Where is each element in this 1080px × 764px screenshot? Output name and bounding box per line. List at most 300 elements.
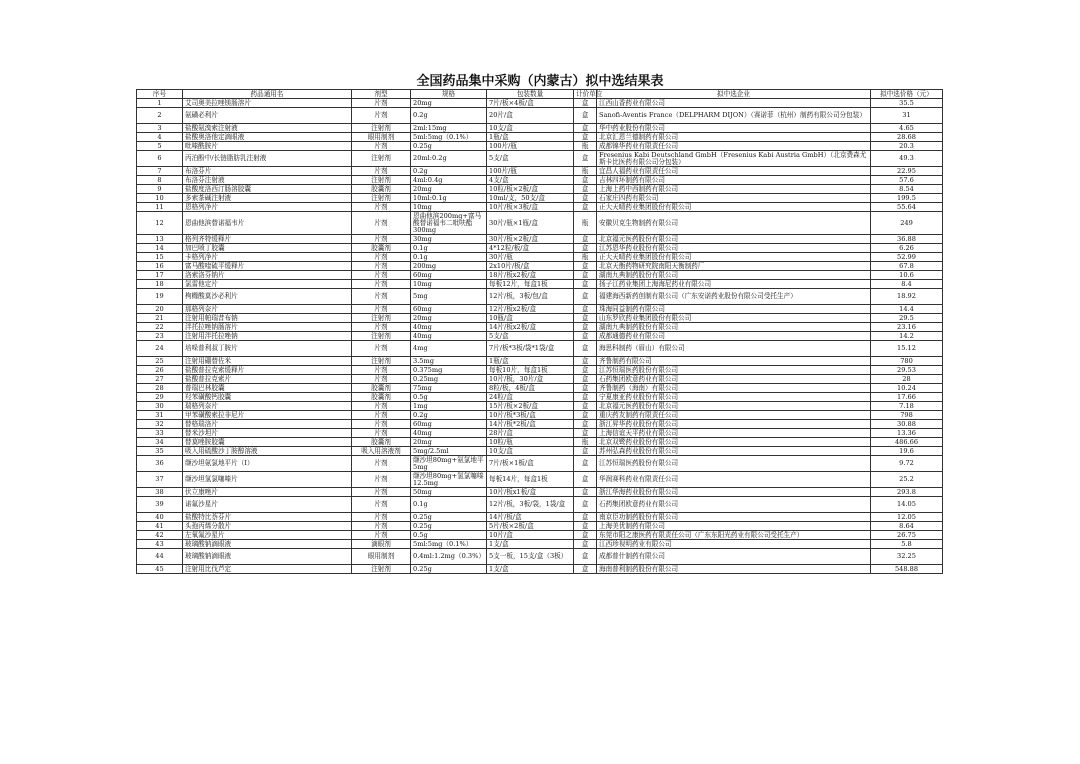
- table-row: [137, 305, 943, 314]
- cell-unit: 盒: [574, 289, 597, 305]
- table-row: [137, 271, 943, 280]
- table-row: [137, 185, 943, 194]
- cell-drug-name: 多索茶碱注射液: [183, 194, 352, 203]
- cell-dosage-form: 片剂: [352, 513, 411, 522]
- cell-package: 10片/板×3板/盒: [487, 203, 574, 212]
- cell-dosage-form: 片剂: [352, 167, 411, 176]
- cell-package: 10支/盒: [487, 447, 574, 456]
- cell-spec: 4ml:0.4g: [411, 176, 487, 185]
- cell-package: 1支/盒: [487, 540, 574, 549]
- cell-spec: 0.25g: [411, 513, 487, 522]
- cell-index: 45: [137, 565, 183, 574]
- cell-price: 67.8: [871, 262, 943, 271]
- cell-unit: 盒: [574, 99, 597, 108]
- cell-spec: 0.5g: [411, 393, 487, 402]
- cell-unit: 盒: [574, 244, 597, 253]
- cell-drug-name: 丙泊酚中/长链脂肪乳注射液: [183, 151, 352, 167]
- cell-index: 3: [137, 124, 183, 133]
- table-row: [137, 565, 943, 574]
- cell-company: 浙江昇华药业股份有限公司: [597, 420, 871, 429]
- cell-company: 北京福元医药股份有限公司: [597, 402, 871, 411]
- cell-spec: 60mg: [411, 420, 487, 429]
- cell-index: 16: [137, 262, 183, 271]
- cell-company: 山东罗欣药业集团股份有限公司: [597, 314, 871, 323]
- cell-index: 22: [137, 323, 183, 332]
- cell-unit: 盒: [574, 280, 597, 289]
- cell-index: 40: [137, 513, 183, 522]
- cell-drug-name: 诺氟沙星片: [183, 497, 352, 513]
- cell-unit: 盒: [574, 323, 597, 332]
- cell-index: 36: [137, 456, 183, 472]
- cell-dosage-form: 注射剂: [352, 124, 411, 133]
- cell-unit: 盒: [574, 472, 597, 488]
- header-spec: 规格: [411, 90, 487, 99]
- cell-unit: 瓶: [574, 212, 597, 235]
- cell-drug-name: 盐酸普拉克索片: [183, 375, 352, 384]
- cell-package: 10片/盒: [487, 531, 574, 540]
- cell-spec: 30mg: [411, 235, 487, 244]
- cell-company: 上海上药中西制药有限公司: [597, 185, 871, 194]
- cell-package: 30片/瓶: [487, 253, 574, 262]
- cell-dosage-form: 注射剂: [352, 565, 411, 574]
- cell-dosage-form: 胶囊剂: [352, 384, 411, 393]
- cell-dosage-form: 片剂: [352, 253, 411, 262]
- cell-company: 江苏恒瑞医药股份有限公司: [597, 366, 871, 375]
- cell-spec: 40mg: [411, 323, 487, 332]
- cell-index: 1: [137, 99, 183, 108]
- cell-spec: 0.25g: [411, 142, 487, 151]
- cell-unit: 盒: [574, 375, 597, 384]
- cell-drug-name: 艾司奥美拉唑镁肠溶片: [183, 99, 352, 108]
- cell-drug-name: 盐酸氨溴索注射液: [183, 124, 352, 133]
- table-row: [137, 262, 943, 271]
- cell-company: 重庆药友制药有限责任公司: [597, 411, 871, 420]
- cell-spec: 20mg: [411, 438, 487, 447]
- cell-drug-name: 替格瑞洛片: [183, 420, 352, 429]
- cell-dosage-form: 片剂: [352, 280, 411, 289]
- cell-package: 10片/板，30片/盒: [487, 375, 574, 384]
- cell-spec: 75mg: [411, 384, 487, 393]
- cell-package: 10ml/支，50支/盒: [487, 194, 574, 203]
- cell-dosage-form: 片剂: [352, 472, 411, 488]
- cell-company: 江苏恩华药业股份有限公司: [597, 244, 871, 253]
- cell-unit: 盒: [574, 332, 597, 341]
- cell-unit: 盒: [574, 194, 597, 203]
- cell-unit: 盒: [574, 522, 597, 531]
- header-drug-name: 药品通用名: [183, 90, 352, 99]
- cell-price: 14.05: [871, 497, 943, 513]
- table-row: [137, 384, 943, 393]
- cell-company: 北京天衡药物研究院南阳天衡制药厂: [597, 262, 871, 271]
- cell-price: 28: [871, 375, 943, 384]
- cell-package: 10片/板x1板/盒: [487, 488, 574, 497]
- cell-package: 12片/板，3板/袋，1袋/盒: [487, 497, 574, 513]
- cell-package: 1瓶/盒: [487, 357, 574, 366]
- cell-spec: 0.1g: [411, 244, 487, 253]
- table-row: [137, 124, 943, 133]
- cell-drug-name: 头孢丙烯分散片: [183, 522, 352, 531]
- cell-dosage-form: 眼用制剂: [352, 549, 411, 565]
- cell-company: 正大天晴药业集团股份有限公司: [597, 203, 871, 212]
- cell-index: 25: [137, 357, 183, 366]
- cell-index: 44: [137, 549, 183, 565]
- cell-spec: 200mg: [411, 262, 487, 271]
- cell-spec: 5ml:5mg（0.1%）: [411, 540, 487, 549]
- cell-company: 齐鲁制药（海南）有限公司: [597, 384, 871, 393]
- header-company: 拟中选企业: [597, 90, 871, 99]
- cell-spec: 5ml:5mg（0.1%）: [411, 133, 487, 142]
- cell-price: 57.6: [871, 176, 943, 185]
- cell-package: 5片/板×2板/盒: [487, 522, 574, 531]
- cell-company: 成都普什制药有限公司: [597, 549, 871, 565]
- cell-dosage-form: 片剂: [352, 456, 411, 472]
- header-unit: 计价单位: [574, 90, 597, 99]
- cell-drug-name: 那格列奈片: [183, 305, 352, 314]
- cell-drug-name: 替莫唑胺胶囊: [183, 438, 352, 447]
- cell-unit: 盒: [574, 133, 597, 142]
- cell-company: 石药集团欧意药业有限公司: [597, 497, 871, 513]
- header-package: 包装数量: [487, 90, 574, 99]
- cell-company: 宜昌人福药业有限责任公司: [597, 167, 871, 176]
- cell-unit: 盒: [574, 305, 597, 314]
- cell-dosage-form: 片剂: [352, 323, 411, 332]
- cell-package: 4*12粒/板/盒: [487, 244, 574, 253]
- cell-company: 北京福元医药股份有限公司: [597, 235, 871, 244]
- cell-price: 20.3: [871, 142, 943, 151]
- cell-price: 22.95: [871, 167, 943, 176]
- cell-price: 36.88: [871, 235, 943, 244]
- cell-company: 湖南九典制药股份有限公司: [597, 271, 871, 280]
- cell-drug-name: 注射用比伐芦定: [183, 565, 352, 574]
- cell-index: 7: [137, 167, 183, 176]
- cell-dosage-form: 片剂: [352, 271, 411, 280]
- cell-spec: 0.4ml:1.2mg（0.3%）: [411, 549, 487, 565]
- cell-company: 扬子江药业集团上海海尼药业有限公司: [597, 280, 871, 289]
- cell-price: 10.24: [871, 384, 943, 393]
- cell-drug-name: 吸入用硫酸沙丁胺醇溶液: [183, 447, 352, 456]
- page-title: 全国药品集中采购（内蒙古）拟中选结果表: [416, 74, 664, 89]
- cell-package: 5支一板，15支/盒（3板）: [487, 549, 574, 565]
- cell-package: 14片/板/盒: [487, 513, 574, 522]
- cell-drug-name: 布洛芬片: [183, 167, 352, 176]
- cell-unit: 盒: [574, 540, 597, 549]
- cell-price: 29.53: [871, 366, 943, 375]
- table-row: [137, 456, 943, 472]
- cell-price: 7.18: [871, 402, 943, 411]
- table-row: [137, 420, 943, 429]
- cell-package: 100片/瓶: [487, 167, 574, 176]
- cell-spec: 0.2g: [411, 167, 487, 176]
- cell-index: 5: [137, 142, 183, 151]
- cell-package: 1瓶/盒: [487, 133, 574, 142]
- cell-index: 18: [137, 280, 183, 289]
- table-row: [137, 212, 943, 235]
- cell-spec: 0.25g: [411, 522, 487, 531]
- table-row: [137, 393, 943, 402]
- cell-dosage-form: 胶囊剂: [352, 185, 411, 194]
- cell-price: 15.12: [871, 341, 943, 357]
- table-row: [137, 341, 943, 357]
- cell-dosage-form: 注射剂: [352, 176, 411, 185]
- header-dosage-form: 剂型: [352, 90, 411, 99]
- cell-unit: 瓶: [574, 167, 597, 176]
- cell-price: 52.99: [871, 253, 943, 262]
- cell-drug-name: 卡格列净片: [183, 253, 352, 262]
- cell-index: 39: [137, 497, 183, 513]
- cell-unit: 盒: [574, 531, 597, 540]
- cell-package: 14片/板*2板/盒: [487, 420, 574, 429]
- cell-spec: 0.2g: [411, 108, 487, 124]
- cell-package: 10支/盒: [487, 124, 574, 133]
- cell-dosage-form: 片剂: [352, 375, 411, 384]
- cell-package: 5支/盒: [487, 332, 574, 341]
- cell-drug-name: 盐酸度洛西汀肠溶胶囊: [183, 185, 352, 194]
- cell-package: 15片/板×2板/盒: [487, 402, 574, 411]
- cell-dosage-form: 片剂: [352, 429, 411, 438]
- header-index: 序号: [137, 90, 183, 99]
- cell-index: 12: [137, 212, 183, 235]
- cell-price: 249: [871, 212, 943, 235]
- cell-price: 8.64: [871, 522, 943, 531]
- cell-dosage-form: 片剂: [352, 420, 411, 429]
- cell-drug-name: 普瑞巴林胶囊: [183, 384, 352, 393]
- cell-index: 26: [137, 366, 183, 375]
- cell-price: 798: [871, 411, 943, 420]
- cell-package: 4支/盒: [487, 176, 574, 185]
- table-row: [137, 447, 943, 456]
- cell-price: 8.4: [871, 280, 943, 289]
- cell-unit: 盒: [574, 235, 597, 244]
- cell-dosage-form: 胶囊剂: [352, 393, 411, 402]
- cell-unit: 盒: [574, 497, 597, 513]
- cell-price: 8.54: [871, 185, 943, 194]
- cell-drug-name: 布洛芬注射液: [183, 176, 352, 185]
- cell-index: 24: [137, 341, 183, 357]
- cell-dosage-form: 片剂: [352, 411, 411, 420]
- table-row: [137, 472, 943, 488]
- table-row: [137, 522, 943, 531]
- cell-price: 6.26: [871, 244, 943, 253]
- cell-company: 成都锦华药业有限责任公司: [597, 142, 871, 151]
- cell-drug-name: 注射用硼替佐米: [183, 357, 352, 366]
- cell-price: 199.5: [871, 194, 943, 203]
- cell-price: 19.6: [871, 447, 943, 456]
- cell-unit: 盒: [574, 420, 597, 429]
- cell-drug-name: 注射用泮托拉唑钠: [183, 332, 352, 341]
- cell-company: 珠海同益制药有限公司: [597, 305, 871, 314]
- cell-unit: 盒: [574, 271, 597, 280]
- cell-spec: 50mg: [411, 488, 487, 497]
- cell-spec: 20mg: [411, 99, 487, 108]
- cell-price: 9.72: [871, 456, 943, 472]
- cell-package: 每板10片，每盒1板: [487, 366, 574, 375]
- cell-price: 548.88: [871, 565, 943, 574]
- cell-drug-name: 甲苯磺酸索拉非尼片: [183, 411, 352, 420]
- cell-company: 齐鲁制药有限公司: [597, 357, 871, 366]
- table-body: [137, 99, 943, 574]
- cell-company: 宁夏康亚药业股份有限公司: [597, 393, 871, 402]
- table-row: [137, 429, 943, 438]
- cell-index: 31: [137, 411, 183, 420]
- cell-dosage-form: 注射剂: [352, 194, 411, 203]
- result-table: [136, 89, 943, 574]
- cell-unit: 盒: [574, 176, 597, 185]
- cell-index: 4: [137, 133, 183, 142]
- table-row: [137, 531, 943, 540]
- cell-package: 28片/盒: [487, 429, 574, 438]
- cell-index: 43: [137, 540, 183, 549]
- cell-price: 29.5: [871, 314, 943, 323]
- cell-spec: 恩曲他滨200mg+富马酸替诺福韦二吡呋酯300mg: [411, 212, 487, 235]
- cell-price: 780: [871, 357, 943, 366]
- cell-package: 7片/板×4板/盒: [487, 99, 574, 108]
- cell-spec: 缬沙坦80mg+氢氯噻嗪12.5mg: [411, 472, 487, 488]
- cell-price: 18.92: [871, 289, 943, 305]
- cell-package: 8粒/板，4板/盒: [487, 384, 574, 393]
- cell-dosage-form: 片剂: [352, 497, 411, 513]
- cell-price: 49.3: [871, 151, 943, 167]
- cell-drug-name: 玻璃酸钠滴眼液: [183, 540, 352, 549]
- cell-dosage-form: 胶囊剂: [352, 244, 411, 253]
- cell-spec: 20ml:0.2g: [411, 151, 487, 167]
- cell-spec: 0.5g: [411, 531, 487, 540]
- cell-dosage-form: 片剂: [352, 203, 411, 212]
- cell-unit: 盒: [574, 151, 597, 167]
- cell-drug-name: 恩格列净片: [183, 203, 352, 212]
- cell-unit: 盒: [574, 565, 597, 574]
- cell-drug-name: 加巴喷丁胶囊: [183, 244, 352, 253]
- cell-price: 14.2: [871, 332, 943, 341]
- cell-package: 10瓶/盒: [487, 314, 574, 323]
- cell-dosage-form: 吸入用溶液剂: [352, 447, 411, 456]
- cell-dosage-form: 注射剂: [352, 151, 411, 167]
- cell-unit: 盒: [574, 203, 597, 212]
- cell-drug-name: 玻璃酸钠滴眼液: [183, 549, 352, 565]
- table-row: [137, 194, 943, 203]
- cell-price: 25.2: [871, 472, 943, 488]
- table-row: [137, 323, 943, 332]
- cell-package: 10粒/瓶: [487, 438, 574, 447]
- cell-company: 浙江华海药业股份有限公司: [597, 488, 871, 497]
- cell-index: 37: [137, 472, 183, 488]
- cell-unit: 盒: [574, 108, 597, 124]
- cell-index: 17: [137, 271, 183, 280]
- cell-company: 上海美优制药有限公司: [597, 522, 871, 531]
- cell-index: 23: [137, 332, 183, 341]
- table-row: [137, 235, 943, 244]
- cell-company: 石家庄四药有限公司: [597, 194, 871, 203]
- cell-drug-name: 富马酸喹硫平缓释片: [183, 262, 352, 271]
- cell-spec: 20mg: [411, 314, 487, 323]
- cell-price: 35.5: [871, 99, 943, 108]
- cell-unit: 瓶: [574, 438, 597, 447]
- table-row: [137, 151, 943, 167]
- cell-dosage-form: 片剂: [352, 531, 411, 540]
- cell-price: 17.66: [871, 393, 943, 402]
- table-row: [137, 549, 943, 565]
- cell-company: 南京臣功制药股份有限公司: [597, 513, 871, 522]
- cell-unit: 瓶: [574, 253, 597, 262]
- cell-spec: 40mg: [411, 332, 487, 341]
- cell-company: 北京汇恩兰德制药有限公司: [597, 133, 871, 142]
- cell-spec: 0.25g: [411, 565, 487, 574]
- table-row: [137, 357, 943, 366]
- cell-dosage-form: 片剂: [352, 142, 411, 151]
- cell-dosage-form: 片剂: [352, 522, 411, 531]
- cell-dosage-form: 片剂: [352, 341, 411, 357]
- table-row: [137, 167, 943, 176]
- cell-package: 1支/盒: [487, 565, 574, 574]
- cell-price: 26.75: [871, 531, 943, 540]
- table-row: [137, 402, 943, 411]
- cell-index: 35: [137, 447, 183, 456]
- cell-unit: 盒: [574, 411, 597, 420]
- cell-company: 正大天晴药业集团股份有限公司: [597, 253, 871, 262]
- table-row: [137, 375, 943, 384]
- cell-price: 293.8: [871, 488, 943, 497]
- table-row: [137, 540, 943, 549]
- cell-company: 苏州弘森药业股份有限公司: [597, 447, 871, 456]
- cell-unit: 盒: [574, 366, 597, 375]
- table-row: [137, 488, 943, 497]
- cell-drug-name: 瑞格列奈片: [183, 402, 352, 411]
- cell-index: 41: [137, 522, 183, 531]
- cell-unit: 盒: [574, 393, 597, 402]
- table-row: [137, 289, 943, 305]
- cell-drug-name: 替米沙坦片: [183, 429, 352, 438]
- cell-unit: 盒: [574, 513, 597, 522]
- cell-company: 海思科制药（眉山）有限公司: [597, 341, 871, 357]
- cell-price: 14.4: [871, 305, 943, 314]
- cell-drug-name: 盐酸普拉克索缓释片: [183, 366, 352, 375]
- cell-drug-name: 培哚普利叔丁胺片: [183, 341, 352, 357]
- cell-company: 湖南九典制药股份有限公司: [597, 323, 871, 332]
- cell-company: 江苏恒瑞医药股份有限公司: [597, 456, 871, 472]
- table-row: [137, 332, 943, 341]
- cell-unit: 盒: [574, 262, 597, 271]
- table-row: [137, 497, 943, 513]
- cell-company: 华中药业股份有限公司: [597, 124, 871, 133]
- cell-company: 上海信谊天平药业有限公司: [597, 429, 871, 438]
- cell-package: 7片/板×1板/盒: [487, 456, 574, 472]
- cell-unit: 盒: [574, 124, 597, 133]
- cell-price: 5.8: [871, 540, 943, 549]
- cell-price: 55.64: [871, 203, 943, 212]
- table-row: [137, 280, 943, 289]
- cell-spec: 0.1g: [411, 497, 487, 513]
- cell-drug-name: 羟苯磺酸钙胶囊: [183, 393, 352, 402]
- cell-dosage-form: 片剂: [352, 488, 411, 497]
- cell-index: 32: [137, 420, 183, 429]
- cell-company: 江西山香药业有限公司: [597, 99, 871, 108]
- cell-company: 华润赛科药业有限责任公司: [597, 472, 871, 488]
- cell-drug-name: 吡嗪酰胺片: [183, 142, 352, 151]
- cell-spec: 1mg: [411, 402, 487, 411]
- cell-package: 每板14片，每盒1板: [487, 472, 574, 488]
- cell-spec: 60mg: [411, 305, 487, 314]
- cell-drug-name: 恩曲他滨替诺福韦片: [183, 212, 352, 235]
- cell-drug-name: 泮托拉唑钠肠溶片: [183, 323, 352, 332]
- cell-unit: 盒: [574, 429, 597, 438]
- cell-drug-name: 氨磺必利片: [183, 108, 352, 124]
- cell-index: 11: [137, 203, 183, 212]
- cell-package: 20片/盒: [487, 108, 574, 124]
- cell-index: 33: [137, 429, 183, 438]
- table-row: [137, 203, 943, 212]
- cell-company: Sanofi-Aventis France（DELPHARM DIJON）（赛诺菲（杭州）制药有限公司分包装）: [597, 108, 871, 124]
- table-row: [137, 108, 943, 124]
- cell-company: 福建海西新药创制有限公司（广东安诺药业股份有限公司受托生产）: [597, 289, 871, 305]
